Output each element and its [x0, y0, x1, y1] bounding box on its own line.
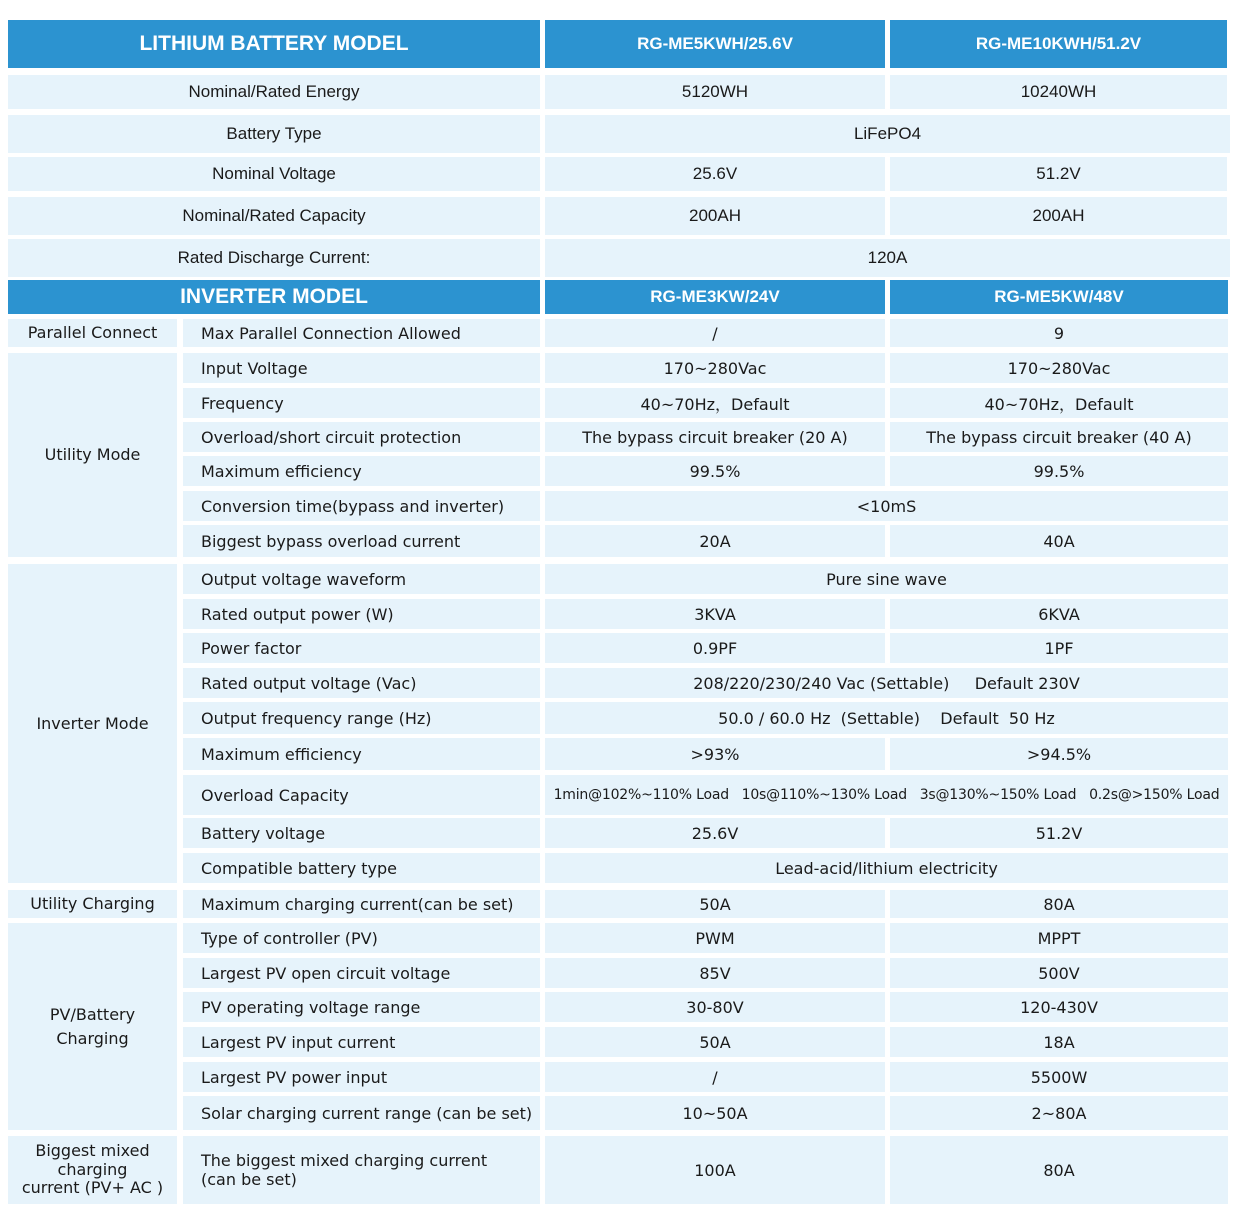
spec-value-a: 3KVA — [545, 599, 885, 629]
group-label: Utility Mode — [8, 353, 177, 557]
spec-value-b: 80A — [890, 1136, 1228, 1204]
spec-label: The biggest mixed charging current (can be set) — [183, 1136, 540, 1204]
spec-value-a: 100A — [545, 1136, 885, 1204]
spec-value-a: 50A — [545, 890, 885, 918]
spec-value-a: 170~280Vac — [545, 353, 885, 383]
battery-spec-value: LiFePO4 — [545, 115, 1230, 153]
group-label: Parallel Connect — [8, 319, 177, 347]
spec-label: Output voltage waveform — [183, 564, 540, 594]
spec-label: PV operating voltage range — [183, 992, 540, 1022]
spec-label: Power factor — [183, 633, 540, 663]
spec-label: Largest PV open circuit voltage — [183, 958, 540, 988]
battery-spec-label: Nominal/Rated Energy — [8, 75, 540, 109]
spec-value-a: / — [545, 319, 885, 347]
spec-label: Type of controller (PV) — [183, 923, 540, 953]
spec-value-a: 50A — [545, 1027, 885, 1057]
spec-value-a: 85V — [545, 958, 885, 988]
spec-value-b: 120-430V — [890, 992, 1228, 1022]
spec-value: 50.0 / 60.0 Hz (Settable) Default 50 Hz — [545, 702, 1228, 734]
spec-label: Output frequency range (Hz) — [183, 702, 540, 734]
battery-spec-value-a: 5120WH — [545, 75, 885, 109]
spec-value-a: 40~70Hz，Default — [545, 388, 885, 418]
spec-value-b: 5500W — [890, 1062, 1228, 1092]
group-label: Biggest mixed charging current (PV+ AC ) — [8, 1136, 177, 1204]
battery-spec-value-a: 200AH — [545, 197, 885, 235]
spec-label: Largest PV power input — [183, 1062, 540, 1092]
group-label: Utility Charging — [8, 890, 177, 918]
spec-value-a: 25.6V — [545, 818, 885, 848]
spec-label: Overload Capacity — [183, 775, 540, 815]
spec-value-b: 40A — [890, 525, 1228, 557]
inverter-model-col-b: RG-ME5KW/48V — [890, 280, 1228, 314]
spec-value-a: / — [545, 1062, 885, 1092]
spec-value-b: 40~70Hz，Default — [890, 388, 1228, 418]
spec-value: 208/220/230/240 Vac (Settable) Default 230V — [545, 668, 1228, 698]
inverter-model-header: INVERTER MODEL — [8, 280, 540, 314]
spec-value: Pure sine wave — [545, 564, 1228, 594]
battery-spec-value: 120A — [545, 239, 1230, 277]
spec-label: Maximum charging current(can be set) — [183, 890, 540, 918]
spec-value-a: PWM — [545, 923, 885, 953]
battery-spec-value-a: 25.6V — [545, 157, 885, 191]
group-label: PV/Battery Charging — [8, 923, 177, 1130]
spec-label: Biggest bypass overload current — [183, 525, 540, 557]
spec-value: <10mS — [545, 491, 1228, 521]
group-label: Inverter Mode — [8, 564, 177, 883]
spec-value-a: 99.5% — [545, 456, 885, 486]
spec-label: Compatible battery type — [183, 853, 540, 883]
spec-label: Battery voltage — [183, 818, 540, 848]
battery-spec-label: Rated Discharge Current: — [8, 239, 540, 277]
spec-label: Largest PV input current — [183, 1027, 540, 1057]
spec-value-a: 30-80V — [545, 992, 885, 1022]
spec-label: Frequency — [183, 388, 540, 418]
spec-value: 1min@102%~110% Load 10s@110%~130% Load 3s@130%~150% Load 0.2s@>150% Load — [545, 775, 1228, 815]
spec-value: Lead-acid/lithium electricity — [545, 853, 1228, 883]
spec-label: Solar charging current range (can be set) — [183, 1096, 540, 1130]
battery-spec-value-b: 200AH — [890, 197, 1227, 235]
spec-label: Overload/short circuit protection — [183, 422, 540, 452]
spec-label: Conversion time(bypass and inverter) — [183, 491, 540, 521]
spec-value-b: 6KVA — [890, 599, 1228, 629]
inverter-model-col-a: RG-ME3KW/24V — [545, 280, 885, 314]
spec-value-a: 0.9PF — [545, 633, 885, 663]
battery-spec-label: Battery Type — [8, 115, 540, 153]
spec-label: Max Parallel Connection Allowed — [183, 319, 540, 347]
spec-label: Maximum efficiency — [183, 738, 540, 770]
battery-spec-label: Nominal Voltage — [8, 157, 540, 191]
spec-value-b: 2~80A — [890, 1096, 1228, 1130]
spec-label: Input Voltage — [183, 353, 540, 383]
battery-model-header: LITHIUM BATTERY MODEL — [8, 20, 540, 68]
spec-value-b: 99.5% — [890, 456, 1228, 486]
battery-model-col-a: RG-ME5KWH/25.6V — [545, 20, 885, 68]
spec-label: Rated output power (W) — [183, 599, 540, 629]
spec-value-a: >93% — [545, 738, 885, 770]
battery-spec-value-b: 51.2V — [890, 157, 1227, 191]
spec-value-b: >94.5% — [890, 738, 1228, 770]
spec-label: Rated output voltage (Vac) — [183, 668, 540, 698]
battery-spec-label: Nominal/Rated Capacity — [8, 197, 540, 235]
spec-value-a: 10~50A — [545, 1096, 885, 1130]
spec-value-b: 18A — [890, 1027, 1228, 1057]
spec-value-a: The bypass circuit breaker (20 A) — [545, 422, 885, 452]
spec-value-b: 9 — [890, 319, 1228, 347]
spec-label: Maximum efficiency — [183, 456, 540, 486]
battery-spec-value-b: 10240WH — [890, 75, 1227, 109]
battery-model-col-b: RG-ME10KWH/51.2V — [890, 20, 1227, 68]
spec-value-b: 51.2V — [890, 818, 1228, 848]
spec-value-b: 170~280Vac — [890, 353, 1228, 383]
spec-value-b: MPPT — [890, 923, 1228, 953]
spec-value-b: 80A — [890, 890, 1228, 918]
spec-value-a: 20A — [545, 525, 885, 557]
spec-value-b: 500V — [890, 958, 1228, 988]
spec-value-b: 1PF — [890, 633, 1228, 663]
spec-value-b: The bypass circuit breaker (40 A) — [890, 422, 1228, 452]
